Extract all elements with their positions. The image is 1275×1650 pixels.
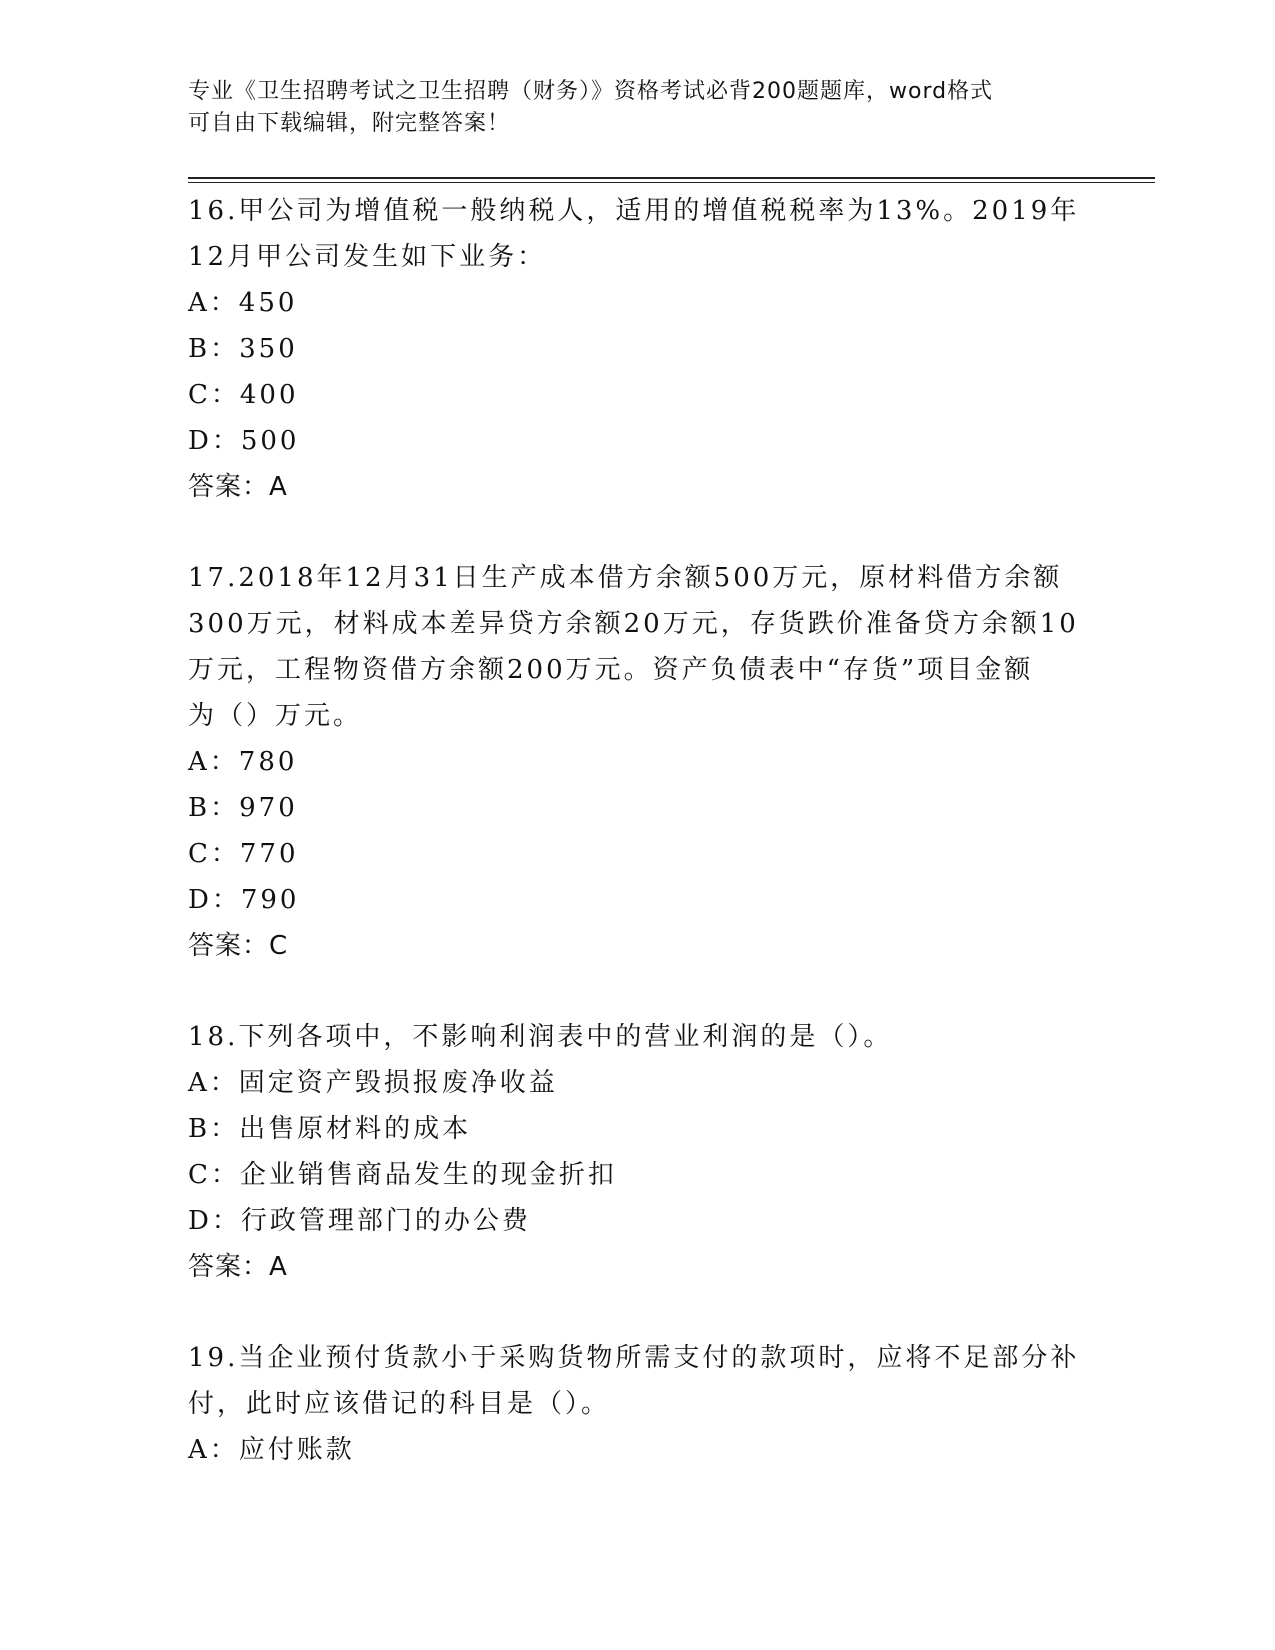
option-b: B：350 xyxy=(188,334,298,364)
question-18 xyxy=(188,1014,1088,1290)
option-d: D：500 xyxy=(188,426,300,456)
option-a: A：应付账款 xyxy=(188,1435,355,1465)
option-c: C：400 xyxy=(188,380,299,410)
question-stem-line: 16.甲公司为增值税一般纳税人，适用的增值税税率为13%。2019年 xyxy=(188,196,1080,226)
option-d: D：790 xyxy=(188,885,300,915)
option-b: B：出售原材料的成本 xyxy=(188,1114,472,1144)
question-list xyxy=(188,188,1088,1518)
header-line-1: 专业《卫生招聘考试之卫生招聘（财务）》资格考试必背200题题库，word格式 xyxy=(188,79,994,104)
question-stem-line: 300万元，材料成本差异贷方余额20万元，存货跌价准备贷方余额10 xyxy=(188,609,1079,639)
answer-label: 答案：A xyxy=(188,1252,288,1282)
document-header xyxy=(188,76,1088,140)
question-stem-line: 12月甲公司发生如下业务： xyxy=(188,242,547,272)
question-17 xyxy=(188,555,1088,969)
question-stem-line: 19.当企业预付货款小于采购货物所需支付的款项时，应将不足部分补 xyxy=(188,1343,1080,1373)
option-d: D：行政管理部门的办公费 xyxy=(188,1206,531,1236)
question-stem-line: 为（）万元。 xyxy=(188,701,363,731)
option-a: A：780 xyxy=(188,747,298,777)
question-19 xyxy=(188,1335,1088,1473)
answer-label: 答案：A xyxy=(188,472,288,502)
option-a: A：固定资产毁损报废净收益 xyxy=(188,1068,558,1098)
header-divider-thick xyxy=(188,177,1155,179)
question-stem-line: 付，此时应该借记的科目是（）。 xyxy=(188,1389,611,1419)
option-a: A：450 xyxy=(188,288,298,318)
question-stem-line: 17.2018年12月31日生产成本借方余额500万元，原材料借方余额 xyxy=(188,563,1063,593)
header-divider-thin xyxy=(188,182,1155,183)
option-c: C：770 xyxy=(188,839,299,869)
question-16 xyxy=(188,188,1088,510)
option-b: B：970 xyxy=(188,793,298,823)
answer-label: 答案：C xyxy=(188,931,289,961)
option-c: C：企业销售商品发生的现金折扣 xyxy=(188,1160,617,1190)
question-stem-line: 18.下列各项中，不影响利润表中的营业利润的是（）。 xyxy=(188,1022,893,1052)
question-stem-line: 万元，工程物资借方余额200万元。资产负债表中“存货”项目金额 xyxy=(188,655,1034,685)
header-line-2: 可自由下载编辑，附完整答案！ xyxy=(188,111,511,136)
